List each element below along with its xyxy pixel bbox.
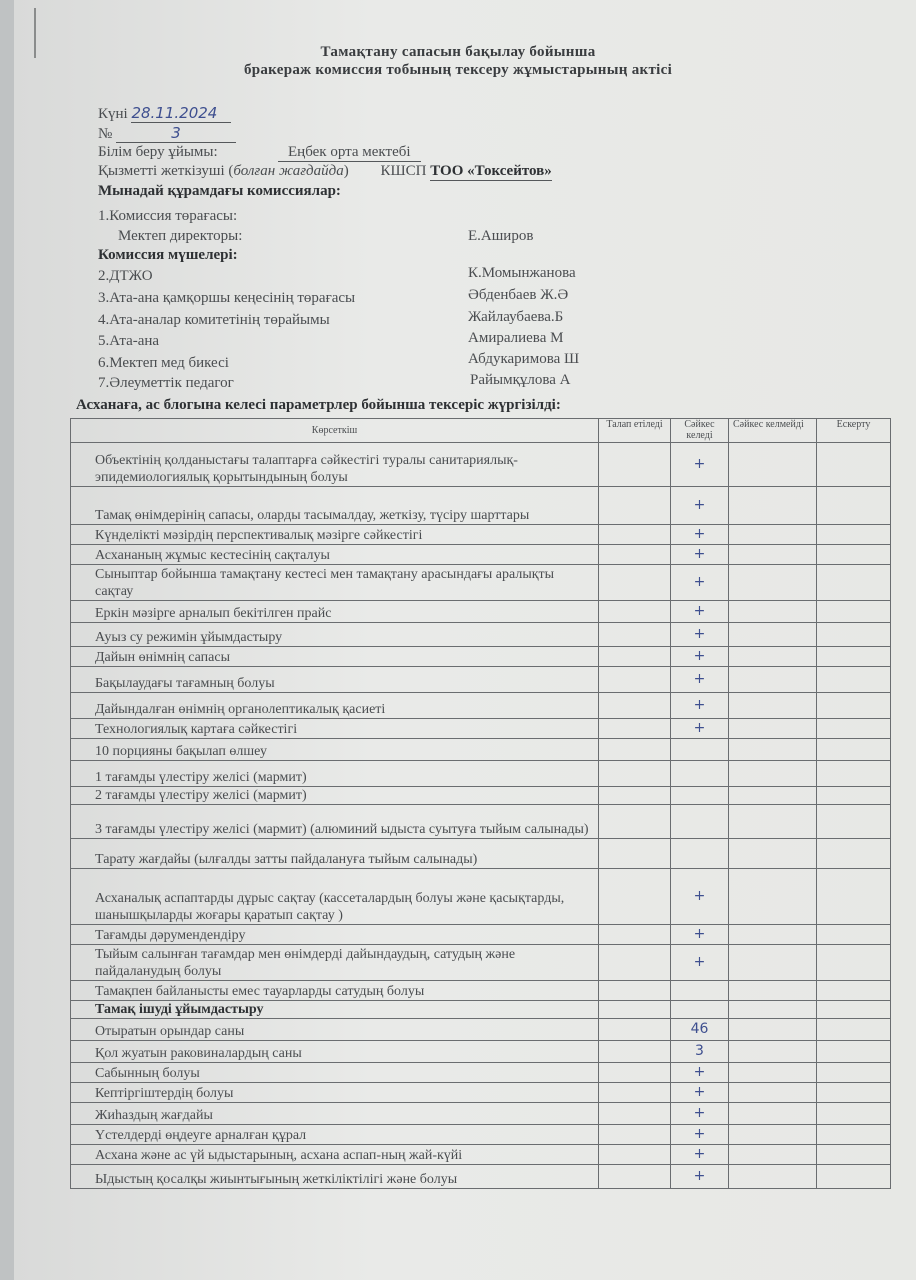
- table-row: [71, 719, 891, 739]
- table-row: [71, 761, 891, 787]
- cell-compliant-mark: +: [671, 869, 729, 925]
- row-indicator-text: Асхана және ас үй ыдыстарының, асхана аспап-ның жай-күйі: [71, 1145, 599, 1165]
- cell-noncompliant: [729, 1083, 817, 1103]
- cell-noncompliant: [729, 1145, 817, 1165]
- number-label: №: [98, 126, 113, 142]
- table-row: [71, 981, 891, 1001]
- cell-noncompliant: [729, 565, 817, 601]
- cell-note: [817, 1165, 891, 1189]
- members-heading: Комиссия мүшелері:: [98, 247, 238, 263]
- table-row: [71, 443, 891, 487]
- table-row: [71, 693, 891, 719]
- cell-note: [817, 693, 891, 719]
- cell-required: [599, 1019, 671, 1041]
- table-row: [71, 739, 891, 761]
- cell-required: [599, 525, 671, 545]
- cell-compliant-mark: [671, 805, 729, 839]
- row-indicator-text: 3 тағамды үлестіру желісі (мармит) (алюминий ыдыста суытуға тыйым салынады): [71, 805, 599, 839]
- table-row: [71, 1165, 891, 1189]
- row-indicator-text: Еркін мәзірге арналып бекітілген прайс: [71, 601, 599, 623]
- cell-required: [599, 1125, 671, 1145]
- cell-note: [817, 761, 891, 787]
- cell-compliant-mark: +: [671, 1103, 729, 1125]
- member-name: К.Момынжанова: [468, 265, 576, 281]
- row-indicator-text: Асханалық аспаптарды дұрыс сақтау (кассеталардың болуы және қасықтарды, шанышқыларды жоғары қаратып сақтау ): [71, 869, 599, 925]
- cell-required: [599, 1145, 671, 1165]
- cell-noncompliant: [729, 925, 817, 945]
- supplier-row: Қызметті жеткізуші (болған жағдайда) КШСП ТОО «Токсейтов»: [98, 163, 552, 179]
- cell-required: [599, 787, 671, 805]
- table-row: [71, 601, 891, 623]
- cell-compliant-mark: [671, 839, 729, 869]
- cell-required: [599, 565, 671, 601]
- cell-compliant-mark: +: [671, 601, 729, 623]
- cell-note: [817, 805, 891, 839]
- row-indicator-text: 10 порцияны бақылап өлшеу: [71, 739, 599, 761]
- table-row: [71, 805, 891, 839]
- cell-noncompliant: [729, 981, 817, 1001]
- cell-compliant-mark: +: [671, 693, 729, 719]
- cell-noncompliant: [729, 805, 817, 839]
- cell-compliant-mark: +: [671, 545, 729, 565]
- cell-note: [817, 565, 891, 601]
- member-name: Әбденбаев Ж.Ә: [468, 287, 569, 303]
- cell-compliant-mark: +: [671, 1165, 729, 1189]
- cell-compliant-mark: +: [671, 1145, 729, 1165]
- row-indicator-text: Сыныптар бойынша тамақтану кестесі мен тамақтану арасындағы аралықты сақтау: [71, 565, 599, 601]
- member-name: Абдукаримова Ш: [468, 351, 580, 367]
- cell-noncompliant: [729, 601, 817, 623]
- cell-required: [599, 761, 671, 787]
- cell-note: [817, 839, 891, 869]
- header-required: Талап етіледі: [599, 419, 671, 443]
- cell-compliant-mark: +: [671, 719, 729, 739]
- cell-required: [599, 839, 671, 869]
- row-indicator-text: Отыратын орындар саны: [71, 1019, 599, 1041]
- supplier-kind: КШСП: [380, 163, 427, 179]
- table-row: [71, 839, 891, 869]
- cell-compliant-mark: +: [671, 565, 729, 601]
- cell-noncompliant: [729, 839, 817, 869]
- header-indicator: Көрсеткіш: [71, 419, 599, 443]
- table-row: [71, 945, 891, 981]
- member-name: Райымқұлова А: [470, 372, 571, 388]
- cell-required: [599, 1041, 671, 1063]
- header-note: Ескерту: [817, 419, 891, 443]
- cell-note: [817, 487, 891, 525]
- table-header-row: [71, 419, 891, 443]
- table-row: [71, 525, 891, 545]
- member-role: 5.Ата-ана: [98, 333, 160, 349]
- date-row: [98, 104, 231, 123]
- cell-note: [817, 1041, 891, 1063]
- cell-compliant-mark: +: [671, 647, 729, 667]
- cell-note: [817, 719, 891, 739]
- cell-noncompliant: [729, 1063, 817, 1083]
- cell-compliant-mark: +: [671, 443, 729, 487]
- cell-required: [599, 945, 671, 981]
- cell-compliant-mark: +: [671, 667, 729, 693]
- member-role: 4.Ата-аналар комитетінің төрайымы: [98, 312, 330, 328]
- title-line-1: Тамақтану сапасын бақылау бойынша: [320, 44, 596, 60]
- commission-heading: Мынадай құрамдағы комиссиялар:: [98, 183, 341, 199]
- cell-required: [599, 925, 671, 945]
- row-indicator-text: Дайын өнімнің сапасы: [71, 647, 599, 667]
- cell-required: [599, 647, 671, 667]
- cell-note: [817, 869, 891, 925]
- cell-noncompliant: [729, 487, 817, 525]
- table-row: [71, 1125, 891, 1145]
- row-indicator-text: Жиһаздың жағдайы: [71, 1103, 599, 1125]
- supplier-value: ТОО «Токсейтов»: [430, 163, 552, 179]
- cell-required: [599, 1103, 671, 1125]
- chair-role: Мектеп директоры:: [118, 228, 243, 244]
- cell-compliant-mark: +: [671, 623, 729, 647]
- chair-name: Е.Аширов: [468, 228, 534, 244]
- table-row: [71, 545, 891, 565]
- cell-note: [817, 945, 891, 981]
- row-indicator-text: Тарату жағдайы (ылғалды затты пайдалануға тыйым салынады): [71, 839, 599, 869]
- number-value: 3: [116, 124, 236, 143]
- cell-required: [599, 1165, 671, 1189]
- cell-note: [817, 443, 891, 487]
- member-role: 3.Ата-ана қамқоршы кеңесінің төрағасы: [98, 290, 356, 306]
- member-role: 7.Әлеуметтік педагог: [98, 375, 234, 391]
- table-row: [71, 623, 891, 647]
- cell-compliant-mark: [671, 787, 729, 805]
- cell-compliant-mark: +: [671, 925, 729, 945]
- header-compliant: Сәйкес келеді: [671, 419, 729, 443]
- supplier-note: болған жағдайда: [233, 163, 344, 179]
- row-indicator-text: 1 тағамды үлестіру желісі (мармит): [71, 761, 599, 787]
- row-indicator-text: Технологиялық картаға сәйкестігі: [71, 719, 599, 739]
- title-line-2: бракераж комиссия тобының тексеру жұмыстарының актісі: [243, 62, 673, 78]
- cell-noncompliant: [729, 647, 817, 667]
- cell-required: [599, 1083, 671, 1103]
- cell-note: [817, 545, 891, 565]
- cell-note: [817, 1063, 891, 1083]
- cell-noncompliant: [729, 525, 817, 545]
- cell-compliant-mark: [671, 761, 729, 787]
- cell-compliant-mark: 3: [671, 1041, 729, 1063]
- cell-note: [817, 981, 891, 1001]
- cell-noncompliant: [729, 1125, 817, 1145]
- table-row: [71, 925, 891, 945]
- table-row: [71, 1063, 891, 1083]
- cell-required: [599, 693, 671, 719]
- cell-compliant-mark: +: [671, 525, 729, 545]
- table-row: [71, 1083, 891, 1103]
- row-indicator-text: 2 тағамды үлестіру желісі (мармит): [71, 787, 599, 805]
- cell-noncompliant: [729, 739, 817, 761]
- row-indicator-text: Ыдыстың қосалқы жиынтығының жеткіліктілігі және болуы: [71, 1165, 599, 1189]
- cell-noncompliant: [729, 667, 817, 693]
- row-indicator-text: Тағамды дәрумендендіру: [71, 925, 599, 945]
- cell-noncompliant: [729, 1019, 817, 1041]
- cell-note: [817, 647, 891, 667]
- cell-noncompliant: [729, 787, 817, 805]
- cell-noncompliant: [729, 623, 817, 647]
- cell-noncompliant: [729, 693, 817, 719]
- cell-compliant-mark: 46: [671, 1019, 729, 1041]
- row-indicator-text: Күнделікті мәзірдің перспективалық мәзірге сәйкестігі: [71, 525, 599, 545]
- cell-noncompliant: [729, 1165, 817, 1189]
- row-indicator-text: Асхананың жұмыс кестесінің сақталуы: [71, 545, 599, 565]
- table-row: [71, 667, 891, 693]
- cell-required: [599, 1063, 671, 1083]
- row-indicator-text: Ауыз су режимін ұйымдастыру: [71, 623, 599, 647]
- cell-note: [817, 1083, 891, 1103]
- cell-noncompliant: [729, 545, 817, 565]
- cell-noncompliant: [729, 945, 817, 981]
- cell-required: [599, 869, 671, 925]
- row-indicator-text: Сабынның болуы: [71, 1063, 599, 1083]
- cell-required: [599, 739, 671, 761]
- cell-noncompliant: [729, 1041, 817, 1063]
- row-indicator-text: Тамақ өнімдерінің сапасы, оларды тасымалдау, жеткізу, түсіру шарттары: [71, 487, 599, 525]
- number-row: [98, 124, 236, 143]
- cell-note: [817, 1103, 891, 1125]
- cell-note: [817, 787, 891, 805]
- cell-required: [599, 443, 671, 487]
- cell-compliant-mark: +: [671, 487, 729, 525]
- row-indicator-text: Кептіргіштердің болуы: [71, 1083, 599, 1103]
- inspection-table: [70, 418, 891, 1189]
- table-row: [71, 565, 891, 601]
- table-row: [71, 1103, 891, 1125]
- cell-noncompliant: [729, 443, 817, 487]
- member-name: Амиралиева М: [468, 330, 564, 346]
- cell-note: [817, 1019, 891, 1041]
- cell-required: [599, 623, 671, 647]
- cell-compliant-mark: +: [671, 945, 729, 981]
- cell-required: [599, 805, 671, 839]
- row-indicator-text: Дайындалған өнімнің органолептикалық қасиеті: [71, 693, 599, 719]
- cell-noncompliant: [729, 869, 817, 925]
- cell-note: [817, 739, 891, 761]
- table-row: [71, 1145, 891, 1165]
- row-indicator-text: Объектінің қолданыстағы талаптарға сәйкестігі туралы санитариялық-эпидемиологиялық қорытындының болуы: [71, 443, 599, 487]
- cell-required: [599, 601, 671, 623]
- member-role: 2.ДТЖО: [98, 268, 153, 284]
- cell-required: [599, 545, 671, 565]
- date-label: Күні: [98, 106, 128, 122]
- cell-noncompliant: [729, 719, 817, 739]
- cell-compliant-mark: +: [671, 1083, 729, 1103]
- cell-compliant-mark: [671, 739, 729, 761]
- cell-required: [599, 981, 671, 1001]
- cell-note: [817, 925, 891, 945]
- cell-note: [817, 623, 891, 647]
- row-indicator-text: Қол жуатын раковиналардың саны: [71, 1041, 599, 1063]
- table-row: [71, 1019, 891, 1041]
- org-value: Еңбек орта мектебі: [278, 144, 421, 162]
- row-indicator-text: Тыйым салынған тағамдар мен өнімдерді дайындаудың, сатудың және пайдаланудың болуы: [71, 945, 599, 981]
- cell-required: [599, 487, 671, 525]
- section-title: Тамақ ішуді ұйымдастыру: [71, 1001, 599, 1019]
- cell-compliant-mark: +: [671, 1125, 729, 1145]
- cell-note: [817, 1145, 891, 1165]
- cell-required: [599, 667, 671, 693]
- row-indicator-text: Тамақпен байланысты емес тауарларды сатудың болуы: [71, 981, 599, 1001]
- org-label: Білім беру ұйымы:: [98, 144, 218, 160]
- table-row: [71, 487, 891, 525]
- table-row: [71, 869, 891, 925]
- section-row: [71, 1001, 891, 1019]
- cell-compliant-mark: [671, 981, 729, 1001]
- cell-note: [817, 601, 891, 623]
- chair-title: 1.Комиссия төрағасы:: [98, 208, 238, 224]
- row-indicator-text: Бақылаудағы тағамның болуы: [71, 667, 599, 693]
- header-noncompliant: Сәйкес келмейді: [729, 419, 817, 443]
- table-row: [71, 787, 891, 805]
- member-name: Жайлаубаева.Б: [468, 309, 564, 325]
- date-value: 28.11.2024: [131, 104, 231, 123]
- cell-noncompliant: [729, 761, 817, 787]
- member-role: 6.Мектеп мед бикесі: [98, 355, 229, 371]
- check-heading: Асханаға, ас блогына келесі параметрлер бойынша тексеріс жүргізілді:: [76, 397, 561, 413]
- cell-noncompliant: [729, 1103, 817, 1125]
- row-indicator-text: Үстелдерді өңдеуге арналған құрал: [71, 1125, 599, 1145]
- table-row: [71, 647, 891, 667]
- cell-compliant-mark: +: [671, 1063, 729, 1083]
- cell-note: [817, 667, 891, 693]
- cell-note: [817, 525, 891, 545]
- table-row: [71, 1041, 891, 1063]
- cell-note: [817, 1125, 891, 1145]
- cell-required: [599, 719, 671, 739]
